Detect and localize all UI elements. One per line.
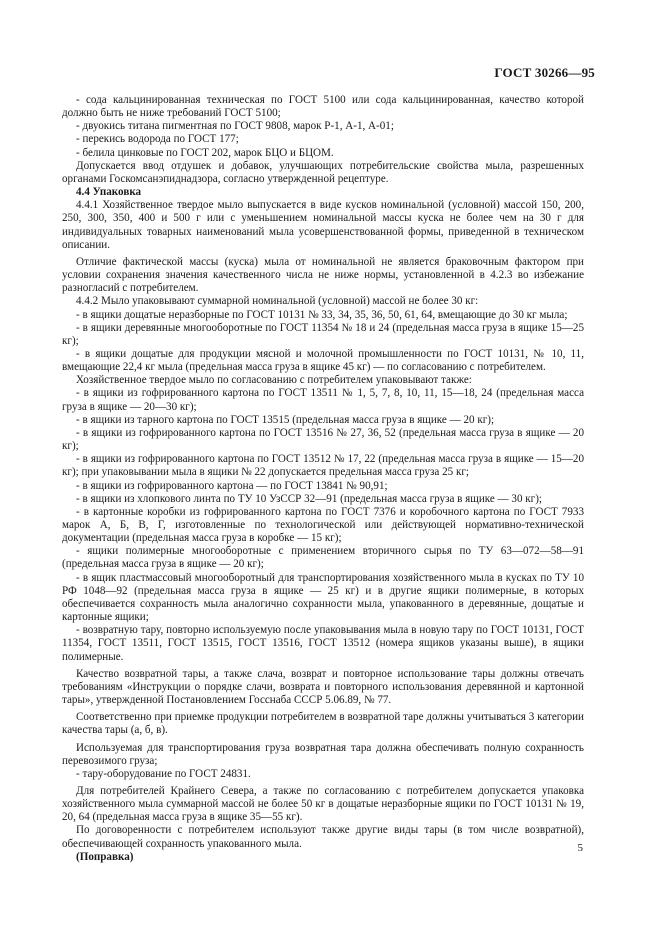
paragraph: Хозяйственное твердое мыло по согласованию с потребителем упаковывают также: (76, 374, 472, 387)
paragraph: Для потребителей Крайнего Севера, а также по согласованию с потребителем допускается упаковка хозяйственного мыла суммарной массой не более 50 кг в дощатые неразборные ящики по ГОСТ 10131 № 19, 20, 64 (предельная масса груза в ящике 35—55 кг). (62, 784, 584, 824)
list-item: - в ящик пластмассовый многооборотный для транспортирования хозяйственного мыла в кусках по ТУ 10 РФ 1048—92 (предельная масса груза в ящике — 25 кг) и в другие ящики полимерные, в которых обеспечивается сохранность мыла аналогично сохранности мыла, упакованного в деревянные, дощатые и картонные ящики; (62, 571, 584, 624)
list-item: - в картонные коробки из гофрированного картона по ГОСТ 7376 и коробочного картона по ГОСТ 7933 марок А, Б, В, Г, изготовленные по технологической или действующей нормативно-технической документации (предельная масса груза в коробке — 15 кг); (62, 505, 584, 545)
standard-header: ГОСТ 30266—95 (494, 65, 595, 80)
paragraph: Качество возвратной тары, а также слача, возврат и повторное использование тары должны отвечать требованиям «Инструкции о порядке слачи, возврата и повторного использования деревянной и картонной тары», утвержденной Постановлением Госснаба СССР 5.06.89, № 77. (62, 667, 584, 707)
paragraph: - белила цинковые по ГОСТ 202, марок БЦО и БЦОМ. (76, 146, 334, 159)
paragraph: 4.4.1 Хозяйственное твердое мыло выпускается в виде кусков номинальной (условной) массой 150, 200, 250, 300, 350, 400 и 500 г или с уменьшением номинальной массы куска не более чем на 30 г для индивидуальных товарных наименований мыла усовершенствованной формы, приведенной в техническом описании. (62, 199, 584, 251)
paragraph: - перекись водорода по ГОСТ 177; (76, 133, 239, 146)
amendment-note: (Поправка) (76, 850, 134, 863)
section-heading: 4.4 Упаковка (76, 186, 142, 199)
list-item: - в ящики из гофрированного картона — по ГОСТ 13841 № 90,91; (76, 479, 388, 492)
paragraph: Соответственно при приемке продукции потребителем в возвратной таре должны учитываться 3 категории качества тары (а, б, в). (62, 711, 584, 737)
page-number: 5 (577, 842, 583, 854)
list-item: - возвратную тару, повторно используемую после упаковывания мыла в новую тару по ГОСТ 10131, ГОСТ 11354, ГОСТ 13511, ГОСТ 13515, ГОСТ 13516, ГОСТ 13512 (номера ящиков указаны выше), в ящики полимерные. (62, 624, 584, 663)
list-item: - ящики полимерные многооборотные с применением вторичного сырья по ТУ 63—072—58—91 (предельная масса груза в ящике — 20 кг); (62, 545, 584, 571)
list-item: - в ящики из гофрированного картона по ГОСТ 13511 № 1, 5, 7, 8, 10, 11, 15—18, 24 (предельная масса груза в ящике — 20—30 кг); (62, 387, 584, 413)
list-item: - в ящики из гофрированного картона по ГОСТ 13512 № 17, 22 (предельная масса груза в ящике — 15—20 кг); при упаковывании мыла в ящики № 22 допускается предельная масса груза 25 кг; (62, 453, 584, 479)
list-item: - в ящики деревянные многооборотные по ГОСТ 11354 № 18 и 24 (предельная масса груза в ящике 15—25 кг); (62, 321, 584, 347)
list-item: - в ящики из гофрированного картона по ГОСТ 13516 № 27, 36, 52 (предельная масса груза в ящике — 20 кг); (62, 426, 584, 453)
list-item: - в ящики из хлопкового линта по ТУ 10 УзССР 32—91 (предельная масса груза в ящике — 30 кг); (76, 492, 543, 505)
paragraph: Допускается ввод отдушек и добавок, улучшающих потребительские свойства мыла, разрешенных органами Госкомсанэпиднадзора, согласно утвержденной рецептуре. (62, 159, 584, 185)
list-item: - в ящики из тарного картона по ГОСТ 13515 (предельная масса груза в ящике — 20 кг); (76, 413, 495, 426)
paragraph: Используемая для транспортирования груза возвратная тара должна обеспечивать полную сохранность перевозимого груза; (62, 741, 584, 767)
paragraph: 4.4.2 Мыло упаковывают суммарной номинальной (условной) массой не более 30 кг: (76, 295, 479, 308)
list-item: - в ящики дощатые неразборные по ГОСТ 10131 № 33, 34, 35, 36, 50, 61, 64, вмещающие до 30 кг мыла; (76, 308, 568, 321)
paragraph: - двуокись титана пигментная по ГОСТ 9808, марок Р-1, А-1, А-01; (76, 120, 394, 133)
list-item: - в ящики дощатые для продукции мясной и молочной промышленности по ГОСТ 10131, № 10, 11, вмещающие 22,4 кг мыла (предельная масса груза в ящике 45 кг) — по согласованию с потребителем. (62, 347, 584, 374)
document-body (62, 94, 584, 864)
list-item: - тару-оборудование по ГОСТ 24831. (76, 767, 251, 780)
paragraph: - сода кальцинированная техническая по ГОСТ 5100 или сода кальцинированная, качество которой должно быть не ниже требований ГОСТ 5100; (62, 94, 584, 120)
paragraph: Отличие фактической массы (куска) мыла от номинальной не является браковочным фактором при условии сохранения значения качественного числа не ниже нормы, установленной в 4.2.3 во избежание разногласий с потребителем. (62, 255, 584, 295)
paragraph: По договоренности с потребителем используют также другие виды тары (в том числе возвратной), обеспечивающей сохранность упакованного мыла. (62, 824, 584, 850)
